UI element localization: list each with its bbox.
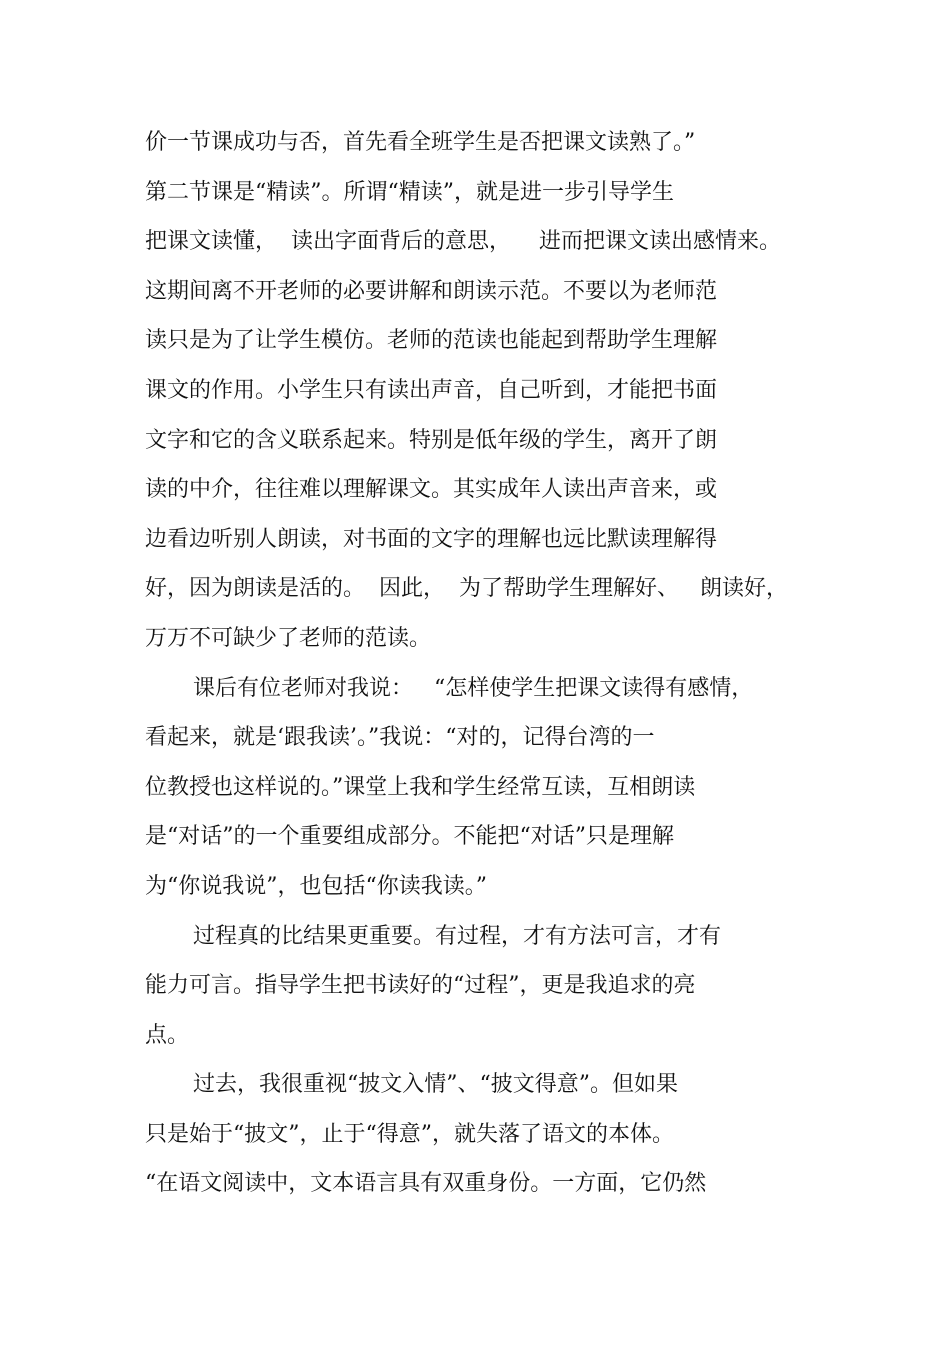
text-line: 第二节课是“精读”。所谓“精读”，就是进一步引导学生 xyxy=(145,179,674,205)
text-line: 价一节课成功与否，首先看全班学生是否把课文读熟了。” xyxy=(145,130,696,155)
text-line: “在语文阅读中，文本语言具有双重身份。一方面，它仍然 xyxy=(145,1171,707,1197)
text-line: 万万不可缺少了老师的范读。 xyxy=(145,625,432,651)
text-line: 过去，我很重视“披文入情”、“披文得意”。但如果 xyxy=(193,1072,678,1098)
text-line: 把课文读懂， 读出字面背后的意思， 进而把课文读出感情来。 xyxy=(145,229,781,255)
text-line: 点。 xyxy=(145,1022,190,1048)
text-line: 课文的作用。小学生只有读出声音，自己听到，才能把书面 xyxy=(145,377,718,403)
text-line: 好，因为朗读是活的。 因此， 为了帮助学生理解好、 朗读好， xyxy=(145,576,788,602)
body-text xyxy=(145,118,805,1209)
text-line: 为“你说我说”，也包括“你读我读。” xyxy=(145,873,487,899)
text-line: 位教授也这样说的。”课堂上我和学生经常互读，互相朗读 xyxy=(145,774,696,800)
text-line: 看起来，就是‘跟我读’。”我说：“对的，记得台湾的一 xyxy=(145,725,655,751)
text-line: 读的中介，往往难以理解课文。其实成年人读出声音来，或 xyxy=(145,477,718,503)
text-line: 读只是为了让学生模仿。老师的范读也能起到帮助学生理解 xyxy=(145,328,718,354)
text-line: 文字和它的含义联系起来。特别是低年级的学生，离开了朗 xyxy=(145,427,718,453)
text-line: 课后有位老师对我说： “怎样使学生把课文读得有感情， xyxy=(193,675,754,701)
text-line: 只是始于“披文”，止于“得意”，就失落了语文的本体。 xyxy=(145,1121,674,1147)
text-line: 能力可言。指导学生把书读好的“过程”，更是我追求的亮 xyxy=(145,973,696,999)
text-line: 过程真的比结果更重要。有过程，才有方法可言，才有 xyxy=(193,923,722,949)
text-line: 边看边听别人朗读，对书面的文字的理解也远比默读理解得 xyxy=(145,526,718,552)
text-line: 是“对话”的一个重要组成部分。不能把“对话”只是理解 xyxy=(145,824,674,850)
text-line: 这期间离不开老师的必要讲解和朗读示范。不要以为老师范 xyxy=(145,278,718,304)
